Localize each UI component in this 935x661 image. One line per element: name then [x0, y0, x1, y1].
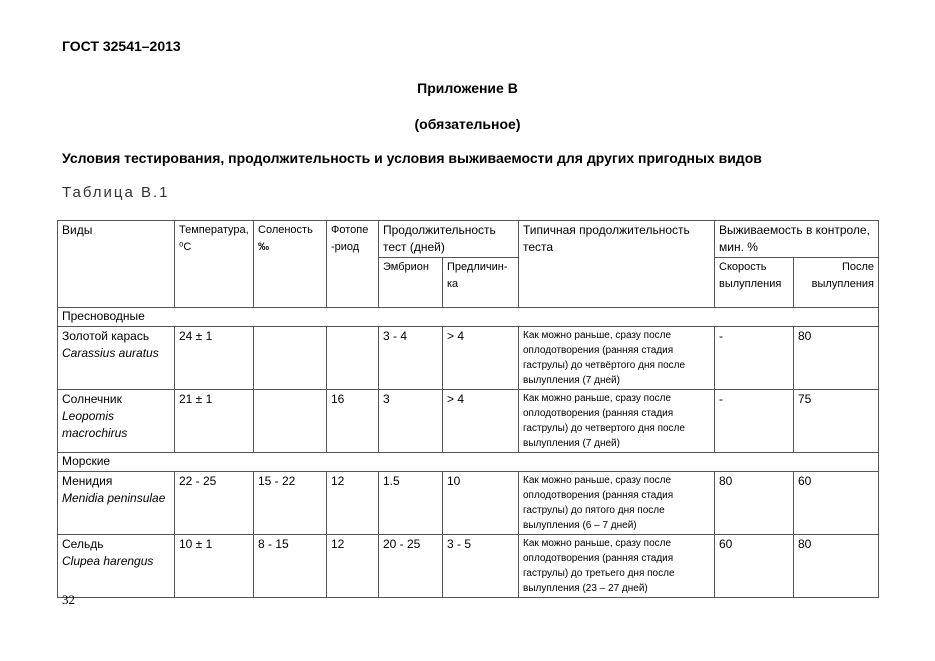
header-duration: Продолжительность тест (дней) — [379, 221, 519, 258]
salinity-cell — [254, 390, 327, 453]
temperature-cell: 24 ± 1 — [175, 327, 254, 390]
photoperiod-cell — [327, 327, 379, 390]
hatch-rate-cell: 80 — [715, 472, 794, 535]
after-hatch-cell: 80 — [794, 535, 879, 598]
header-salinity — [254, 221, 327, 308]
temperature-cell: 10 ± 1 — [175, 535, 254, 598]
hatch-rate-cell: - — [715, 390, 794, 453]
header-typical-duration: Типичная продолжительность теста — [519, 221, 715, 308]
species-common-name: Менидия — [62, 474, 113, 488]
header-temperature — [175, 221, 254, 308]
header-larva: Предличин-ка — [443, 258, 519, 308]
larva-cell: > 4 — [443, 390, 519, 453]
species-cell — [58, 535, 175, 598]
header-salinity-label: Соленость — [258, 224, 313, 236]
after-hatch-cell: 75 — [794, 390, 879, 453]
table-row — [58, 327, 879, 390]
header-hatch-rate: Скорость вылупления — [715, 258, 794, 308]
species-cell — [58, 327, 175, 390]
species-latin-name: Leopomis macrochirus — [62, 409, 128, 440]
salinity-cell — [254, 327, 327, 390]
hatch-rate-cell: - — [715, 327, 794, 390]
typical-duration-cell: Как можно раньше, сразу после оплодотворения (ранняя стадия гаструлы) до пятого дня после вылупления (6 – 7 дней) — [519, 472, 715, 535]
typical-duration-cell: Как можно раньше, сразу после оплодотворения (ранняя стадия гаструлы) до четвёртого дня после вылупления (7 дней) — [519, 327, 715, 390]
page-number: 32 — [62, 592, 75, 607]
header-salinity-unit: ‰ — [258, 241, 269, 253]
after-hatch-cell: 80 — [794, 327, 879, 390]
salinity-cell: 8 - 15 — [254, 535, 327, 598]
table-row — [58, 472, 879, 535]
header-after-hatch: После вылупления — [794, 258, 879, 308]
photoperiod-cell: 12 — [327, 472, 379, 535]
header-survival: Выживаемость в контроле, мин. % — [715, 221, 879, 258]
hatch-rate-cell: 60 — [715, 535, 794, 598]
header-temperature-unit: ⁰С — [179, 241, 192, 253]
embryo-cell: 1.5 — [379, 472, 443, 535]
species-latin-name: Carassius auratus — [62, 346, 159, 360]
section-marine: Морские — [58, 453, 879, 472]
photoperiod-cell: 16 — [327, 390, 379, 453]
larva-cell: 3 - 5 — [443, 535, 519, 598]
embryo-cell: 20 - 25 — [379, 535, 443, 598]
temperature-cell: 21 ± 1 — [175, 390, 254, 453]
test-conditions-table — [57, 220, 879, 598]
embryo-cell: 3 - 4 — [379, 327, 443, 390]
larva-cell: 10 — [443, 472, 519, 535]
header-temperature-label: Температура, — [179, 224, 249, 236]
species-latin-name: Menidia peninsulae — [62, 491, 166, 505]
section-heading: Условия тестирования, продолжительность и условия выживаемости для других пригодных видов — [62, 150, 762, 166]
typical-duration-cell: Как можно раньше, сразу после оплодотворения (ранняя стадия гаструлы) до четвертого дня после вылупления (7 дней) — [519, 390, 715, 453]
temperature-cell: 22 - 25 — [175, 472, 254, 535]
species-common-name: Золотой карась — [62, 329, 150, 343]
after-hatch-cell: 60 — [794, 472, 879, 535]
species-cell — [58, 390, 175, 453]
table-row — [58, 535, 879, 598]
salinity-cell: 15 - 22 — [254, 472, 327, 535]
larva-cell: > 4 — [443, 327, 519, 390]
header-embryo: Эмбрион — [379, 258, 443, 308]
species-common-name: Сельдь — [62, 537, 104, 551]
species-common-name: Солнечник — [62, 392, 122, 406]
photoperiod-cell: 12 — [327, 535, 379, 598]
table-caption: Таблица В.1 — [62, 184, 170, 201]
header-photoperiod: Фотопе -риод — [327, 221, 379, 308]
embryo-cell: 3 — [379, 390, 443, 453]
table-row — [58, 390, 879, 453]
header-species: Виды — [58, 221, 175, 308]
species-latin-name: Clupea harengus — [62, 554, 154, 568]
species-cell — [58, 472, 175, 535]
section-freshwater: Пресноводные — [58, 308, 879, 327]
typical-duration-cell: Как можно раньше, сразу после оплодотворения (ранняя стадия гаструлы) до третьего дня после вылупления (23 – 27 дней) — [519, 535, 715, 598]
appendix-kind: (обязательное) — [414, 116, 521, 132]
document-code: ГОСТ 32541–2013 — [62, 38, 181, 54]
appendix-title: Приложение В — [417, 80, 518, 96]
